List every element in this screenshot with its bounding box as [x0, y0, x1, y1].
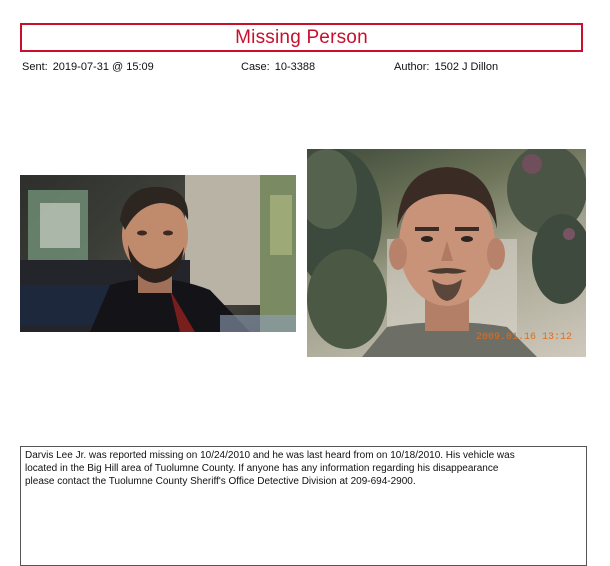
- description-line: Darvis Lee Jr. was reported missing on 10/24/2010 and he was last heard from on 10/18/2010. His vehicle was: [25, 450, 515, 461]
- author-value: 1502 J Dillon: [434, 61, 499, 73]
- sent-value: 2019-07-31 @ 15:09: [52, 61, 154, 73]
- page-title: Missing Person: [235, 26, 368, 48]
- photo-timestamp: 2009.01.16 13:12: [475, 332, 572, 343]
- description-box: [20, 446, 587, 566]
- case-label: Case:: [241, 61, 270, 73]
- photo-right: [307, 149, 586, 357]
- case-field: [241, 61, 315, 73]
- sent-label: Sent:: [22, 61, 48, 73]
- sent-field: [22, 61, 154, 73]
- photo-left-image: [20, 175, 296, 332]
- photo-left: [20, 175, 296, 332]
- title-box: [20, 23, 583, 52]
- description-line: please contact the Tuolumne County Sheriff's Office Detective Division at 209-694-2900.: [25, 476, 416, 487]
- case-value: 10-3388: [274, 61, 316, 73]
- photo-right-image: [307, 149, 586, 357]
- description-line: located in the Big Hill area of Tuolumne County. If anyone has any information regarding his disappearance: [25, 463, 499, 474]
- author-field: [394, 61, 498, 73]
- author-label: Author:: [394, 61, 430, 73]
